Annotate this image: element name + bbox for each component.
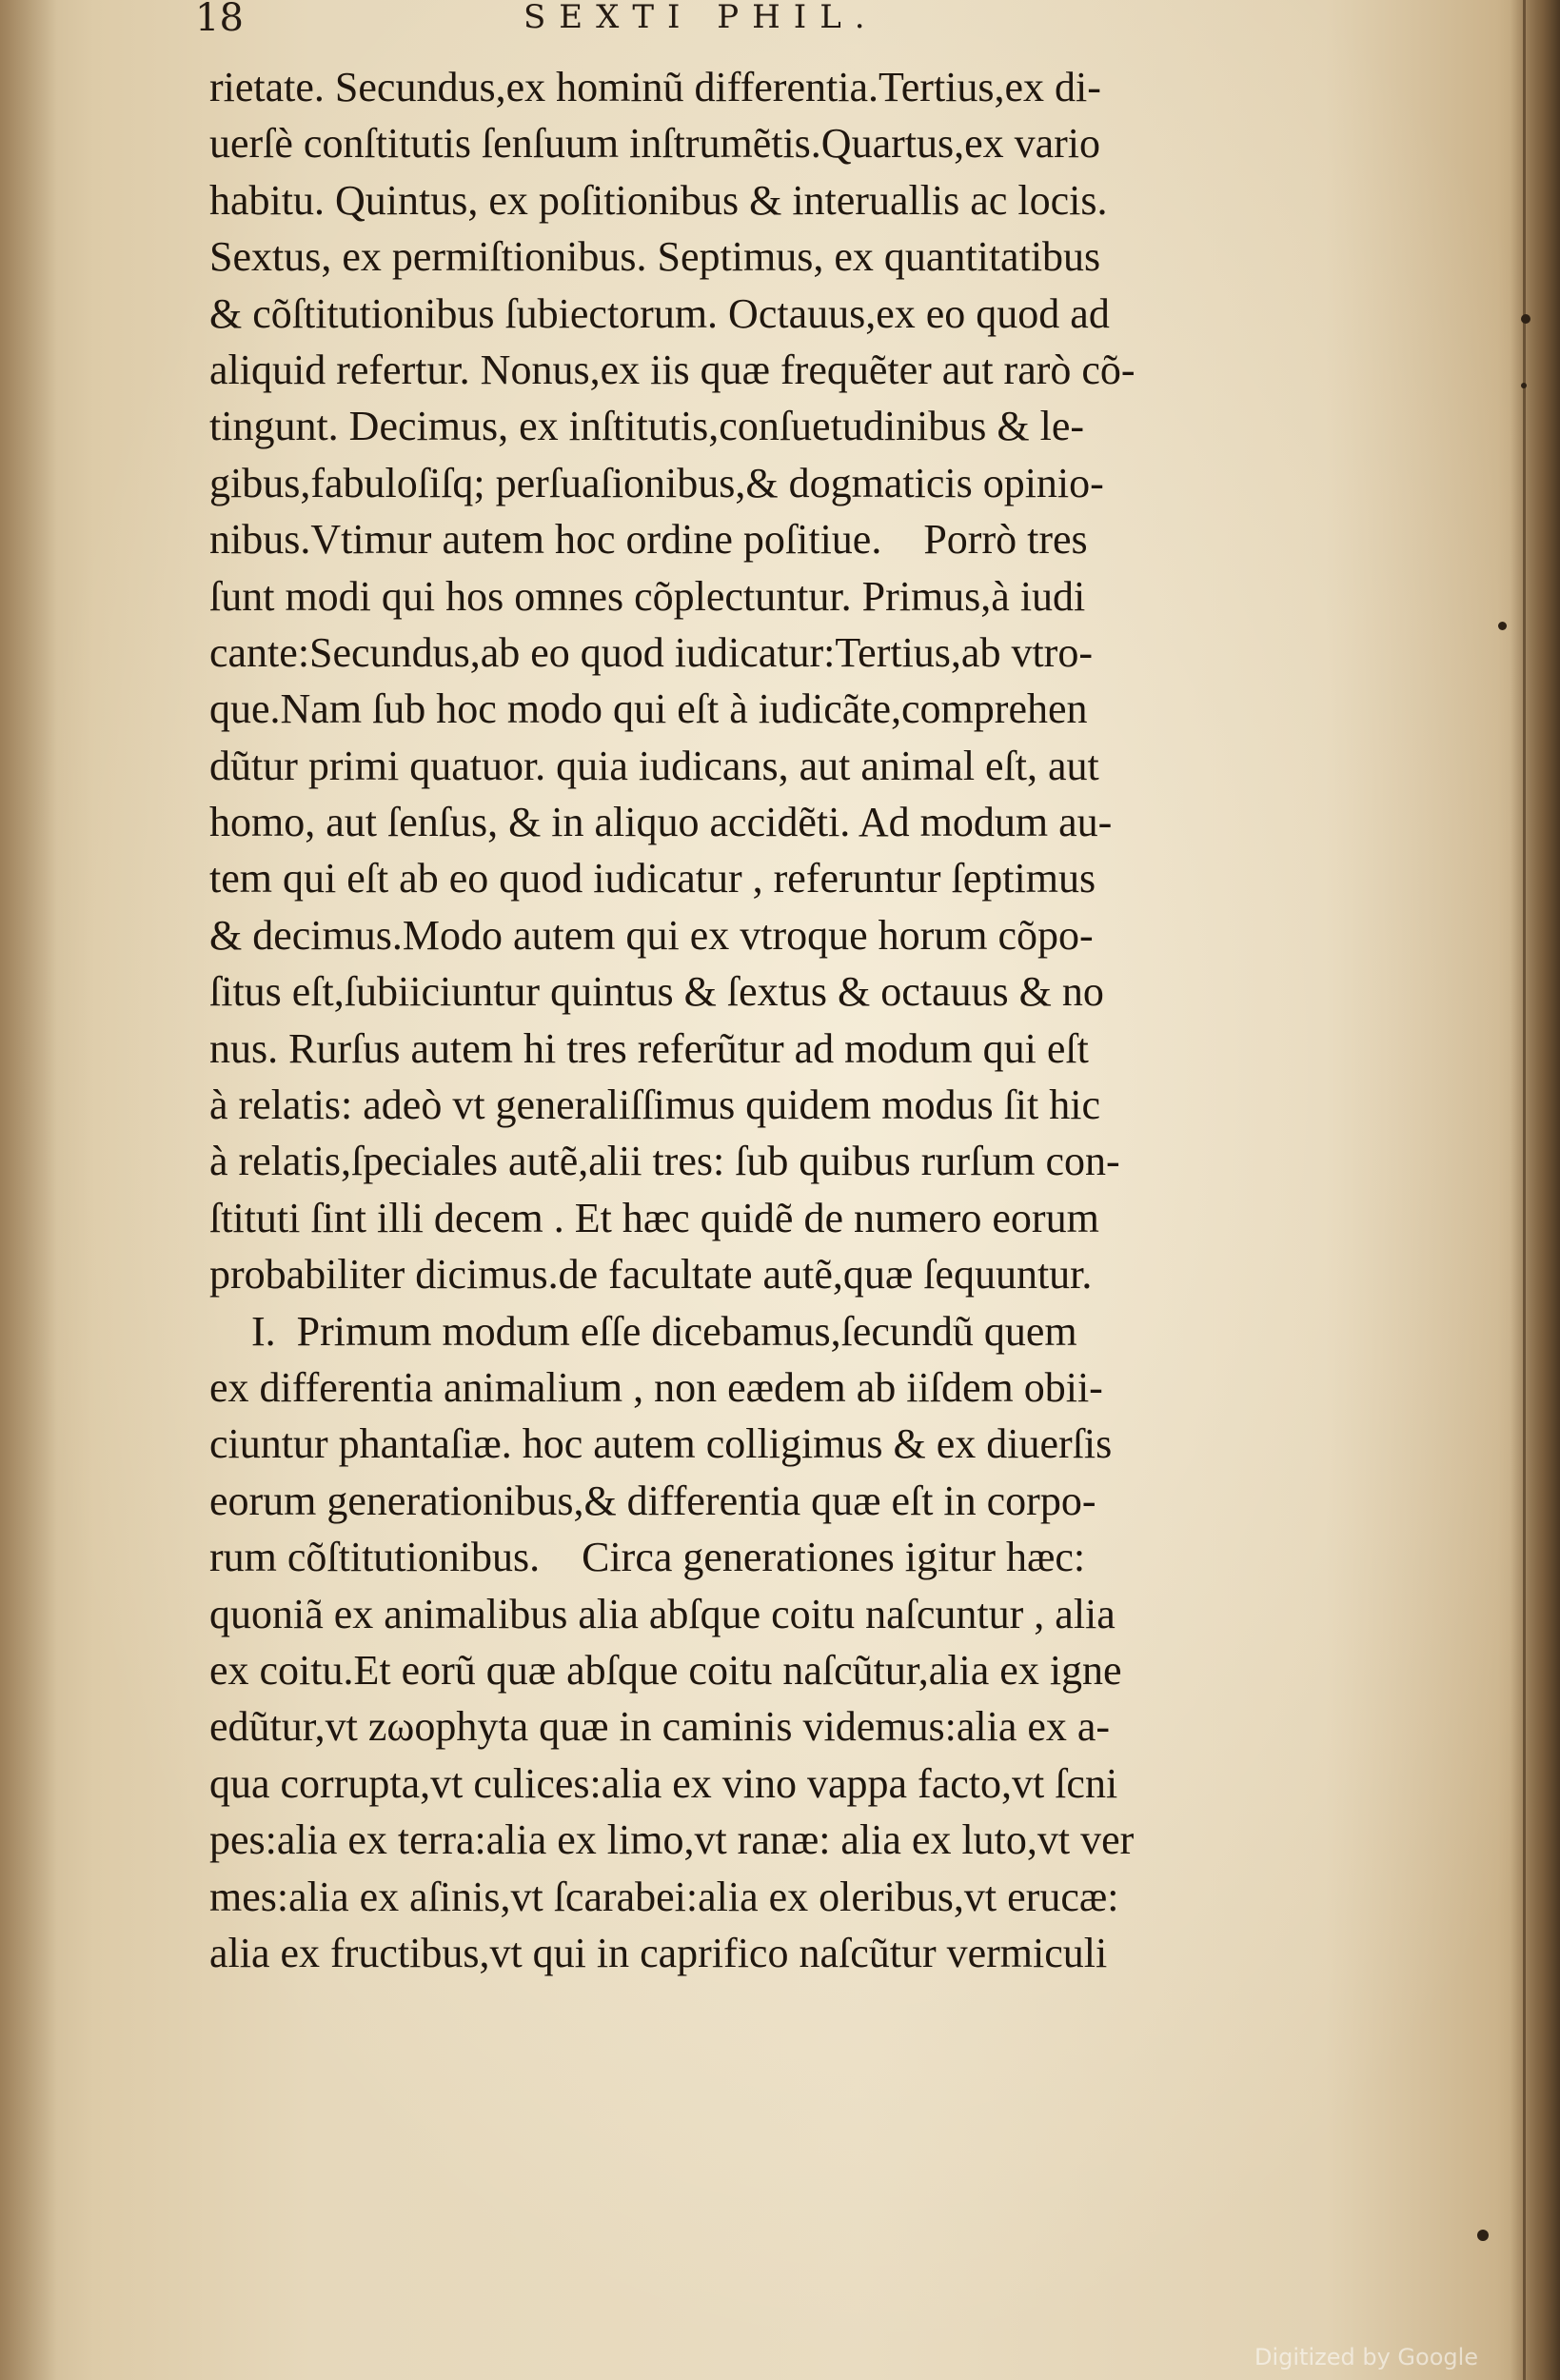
text-line: nus. Rurſus autem hi tres referũtur ad modum qui eſt xyxy=(209,1024,1089,1072)
text-line: quoniã ex animalibus alia abſque coitu naſcuntur , alia xyxy=(209,1590,1116,1637)
running-head: SEXTI PHIL. xyxy=(523,0,879,36)
text-line: & cõſtitutionibus ſubiectorum. Octauus,ex eo quod ad xyxy=(209,289,1110,337)
text-line: I. Primum modum eſſe dicebamus,ſecundũ quem xyxy=(209,1307,1077,1355)
text-line: à relatis: adeò vt generaliſſimus quidem modus ſit hic xyxy=(209,1081,1101,1129)
text-line: gibus,fabuloſiſq; perſuaſionibus,& dogmaticis opinio- xyxy=(209,459,1104,506)
ink-spot xyxy=(1521,383,1527,388)
ink-spot xyxy=(1477,2230,1489,2241)
left-page-stain xyxy=(0,0,57,2380)
text-line: à relatis,ſpeciales autẽ,alii tres: ſub quibus rurſum con- xyxy=(209,1138,1120,1185)
text-line: ſitus eſt,ſubiiciuntur quintus & ſextus & octauus & no xyxy=(209,968,1104,1016)
page-edge-line xyxy=(1523,0,1526,2380)
text-line: ex differentia animalium , non eædem ab iiſdem obii- xyxy=(209,1363,1103,1411)
text-line: habitu. Quintus, ex poſitionibus & interuallis ac locis. xyxy=(209,176,1108,224)
text-line: dũtur primi quatuor. quia iudicans, aut animal eſt, aut xyxy=(209,742,1099,789)
text-line: pes:alia ex terra:alia ex limo,vt ranæ: alia ex luto,vt ver xyxy=(209,1816,1135,1864)
text-line: alia ex fructibus,vt qui in caprifico naſcũtur vermiculi xyxy=(209,1929,1108,1976)
text-line: probabiliter dicimus.de facultate autẽ,quæ ſequuntur. xyxy=(209,1251,1093,1299)
text-line: eorum generationibus,& differentia quæ eſt in corpo- xyxy=(209,1477,1096,1524)
text-line: que.Nam ſub hoc modo qui eſt à iudicãte,comprehen xyxy=(209,685,1088,733)
text-line: nibus.Vtimur autem hoc ordine poſitiue. Porrò tres xyxy=(209,516,1088,564)
text-line: homo, aut ſenſus, & in aliquo accidẽti. Ad modum au- xyxy=(209,799,1113,846)
text-line: cante:Secundus,ab eo quod iudicatur:Tertius,ab vtro- xyxy=(209,628,1093,676)
text-line: tingunt. Decimus, ex inſtitutis,conſuetudinibus & le- xyxy=(209,403,1085,450)
text-line: ciuntur phantaſiæ. hoc autem colligimus & ex diuerſis xyxy=(209,1420,1113,1468)
page-header xyxy=(195,0,1337,38)
text-line: ſunt modi qui hos omnes cõplectuntur. Primus,à iudi xyxy=(209,572,1086,620)
ink-spot xyxy=(1521,314,1530,324)
text-line: ex coitu.Et eorũ quæ abſque coitu naſcũtur,alia ex igne xyxy=(209,1646,1122,1694)
digitization-watermark: Digitized by Google xyxy=(1254,2344,1479,2370)
text-line: mes:alia ex aſinis,vt ſcarabei:alia ex oleribus,vt erucæ: xyxy=(209,1873,1119,1920)
right-page-edge xyxy=(1511,0,1560,2380)
text-line: aliquid refertur. Nonus,ex iis quæ frequẽter aut rarò cõ- xyxy=(209,346,1135,393)
page-number: 18 xyxy=(195,0,244,40)
text-line: & decimus.Modo autem qui ex vtroque horum cõpo- xyxy=(209,911,1094,959)
text-line: rum cõſtitutionibus. Circa generationes igitur hæc: xyxy=(209,1534,1086,1581)
text-line: rietate. Secundus,ex hominũ differentia.Tertius,ex di- xyxy=(209,64,1101,110)
text-line: edũtur,vt zωophyta quæ in caminis videmus:alia ex a- xyxy=(209,1703,1111,1751)
text-line: tem qui eſt ab eo quod iudicatur , referuntur ſeptimus xyxy=(209,855,1096,902)
ink-spot xyxy=(1498,622,1507,630)
text-line: uerſè conſtitutis ſenſuum inſtrumẽtis.Quartus,ex vario xyxy=(209,120,1101,168)
text-line: Sextus, ex permiſtionibus. Septimus, ex quantitatibus xyxy=(209,233,1101,281)
text-line: ſtituti ſint illi decem . Et hæc quidẽ de numero eorum xyxy=(209,1194,1099,1241)
body-text xyxy=(209,59,1352,1981)
text-line: qua corrupta,vt culices:alia ex vino vappa facto,vt ſcni xyxy=(209,1759,1118,1807)
